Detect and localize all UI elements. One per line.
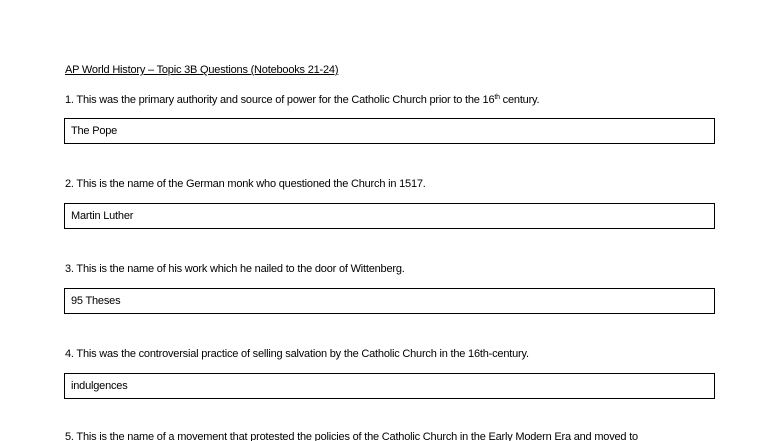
question-3: 3. This is the name of his work which he nailed to the door of Wittenberg.	[65, 263, 405, 275]
question-1-text: 1. This was the primary authority and source of power for the Catholic Church prior to the 16	[65, 94, 495, 106]
answer-4-text: indulgences	[71, 380, 128, 392]
answer-box-2[interactable]	[64, 203, 715, 229]
answer-2-text: Martin Luther	[71, 210, 134, 222]
answer-1-text: The Pope	[71, 125, 118, 137]
question-4: 4. This was the controversial practice of selling salvation by the Catholic Church in the 16th-century.	[65, 348, 529, 360]
answer-box-3[interactable]	[64, 288, 715, 314]
answer-3-text: 95 Theses	[71, 295, 121, 307]
answer-box-1[interactable]	[64, 118, 715, 144]
question-2: 2. This is the name of the German monk who questioned the Church in 1517.	[65, 178, 426, 190]
answer-box-4[interactable]	[64, 373, 715, 399]
question-5: 5. This is the name of a movement that protested the policies of the Catholic Church in the Early Modern Era and moved to	[65, 431, 638, 441]
question-1-superscript: th	[494, 94, 500, 101]
question-1	[65, 94, 539, 106]
document-title: AP World History – Topic 3B Questions (Notebooks 21-24)	[65, 64, 339, 76]
question-1-text-end: century.	[499, 94, 540, 106]
